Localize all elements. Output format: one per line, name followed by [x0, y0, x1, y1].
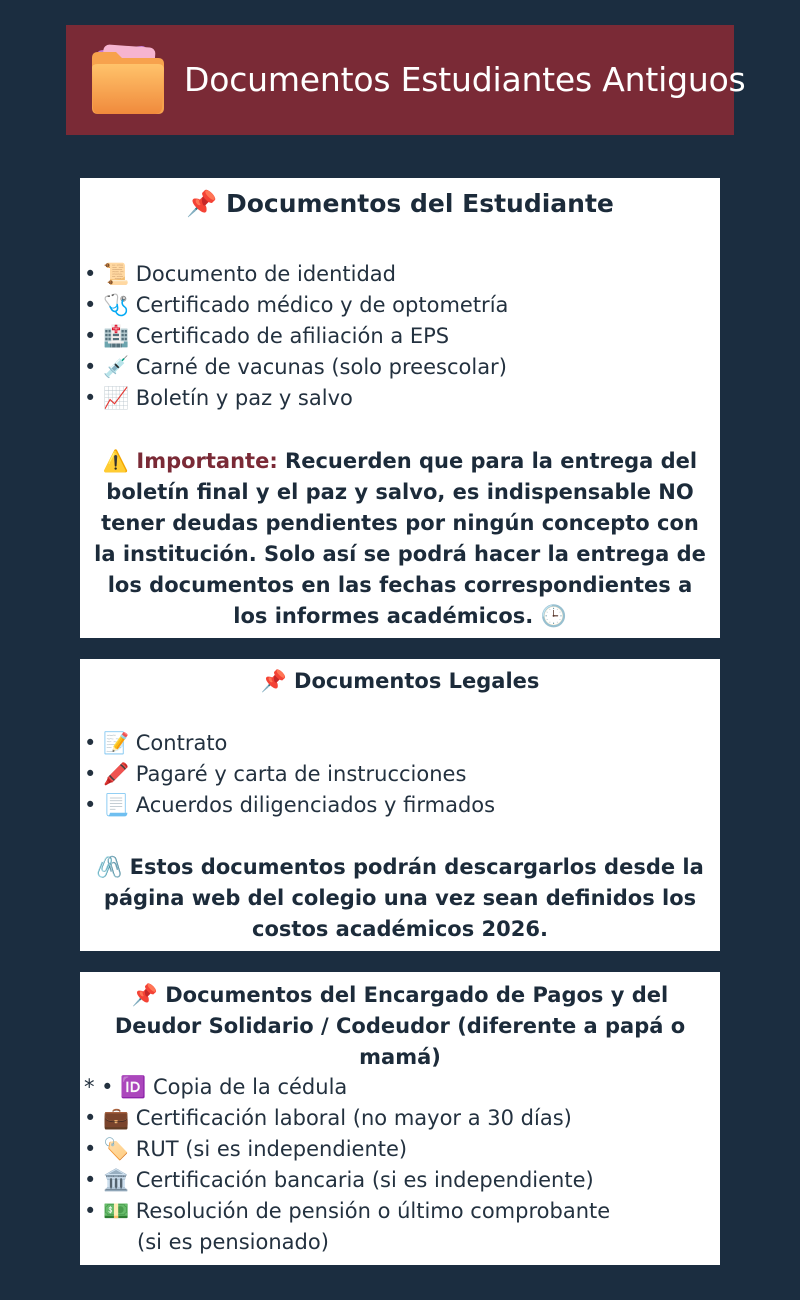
student-documents-card: [80, 178, 720, 638]
download-note: [88, 852, 712, 945]
list-item: • 🏥 Certificado de afiliación a EPS: [84, 321, 710, 352]
list-item: • 💼 Certificación laboral (no mayor a 30 días): [84, 1103, 710, 1134]
list-item: • 📝 Contrato: [84, 728, 710, 759]
list-item-continuation: (si es pensionado): [137, 1230, 329, 1254]
list-item: • 🏷️ RUT (si es independiente): [84, 1134, 710, 1165]
dollar-banknote-icon: 💵: [103, 1199, 130, 1223]
legal-documents-title: [90, 666, 710, 697]
list-item: • 🩺 Certificado médico y de optometría: [84, 290, 710, 321]
crayon-icon: 🖍️: [103, 762, 130, 786]
download-note-text: Estos documentos podrán descargarlos desde la página web del colegio una vez sean definidos los costos académicos 2026.: [103, 855, 704, 941]
list-item: • 🏛️ Certificación bancaria (si es independiente): [84, 1165, 710, 1196]
legal-documents-heading: Documentos Legales: [294, 669, 540, 693]
payer-documents-card: [80, 972, 720, 1265]
pin-icon: 📌: [131, 983, 158, 1007]
syringe-icon: 💉: [103, 355, 130, 379]
important-label: Importante:: [136, 449, 278, 473]
list-item: • 🖍️ Pagaré y carta de instrucciones: [84, 759, 710, 790]
list-item: • 📈 Boletín y paz y salvo: [84, 383, 710, 414]
student-documents-title: [90, 188, 710, 219]
student-documents-heading: Documentos del Estudiante: [225, 189, 614, 218]
pin-icon: 📌: [186, 189, 218, 218]
page-title: Documentos Estudiantes Antiguos: [184, 60, 746, 99]
id-icon: 🆔: [120, 1075, 147, 1099]
legal-documents-card: [80, 659, 720, 951]
clock-icon: 🕒: [540, 604, 567, 628]
list-item: • 📃 Acuerdos diligenciados y firmados: [84, 790, 710, 821]
student-documents-list: [84, 259, 710, 414]
legal-documents-list: [84, 728, 710, 821]
label-icon: 🏷️: [103, 1137, 130, 1161]
list-item: • 📜 Documento de identidad: [84, 259, 710, 290]
list-item: • 💵 Resolución de pensión o último comprobante: [84, 1196, 710, 1227]
important-text: Recuerden que para la entrega del boletín final y el paz y salvo, es indispensable NO tener deudas pendientes por ningún concepto con la institución. Solo así se podrá hacer la entrega de los documentos en las fechas correspondientes a los informes académicos.: [94, 449, 706, 628]
chart-increasing-icon: 📈: [103, 386, 130, 410]
page-header: [66, 25, 746, 135]
page-curl-icon: 📃: [103, 793, 130, 817]
payer-documents-list: [84, 1072, 710, 1258]
hospital-icon: 🏥: [103, 324, 130, 348]
payer-documents-heading: Documentos del Encargado de Pagos y del Deudor Solidario / Codeudor (diferente a papá o mamá): [114, 983, 686, 1069]
memo-icon: 📝: [103, 731, 130, 755]
list-item: • 💉 Carné de vacunas (solo preescolar): [84, 352, 710, 383]
folder-icon: [88, 40, 168, 120]
briefcase-icon: 💼: [103, 1106, 130, 1130]
list-item: * • 🆔 Copia de la cédula: [84, 1072, 710, 1103]
warning-icon: ⚠️: [102, 449, 130, 473]
important-note: [88, 446, 712, 632]
paperclips-icon: 🖇️: [96, 855, 123, 879]
bank-icon: 🏛️: [103, 1168, 130, 1192]
pin-icon: 📌: [260, 669, 287, 693]
scroll-icon: 📜: [103, 262, 130, 286]
payer-documents-title: [90, 980, 710, 1073]
stethoscope-icon: 🩺: [103, 293, 130, 317]
